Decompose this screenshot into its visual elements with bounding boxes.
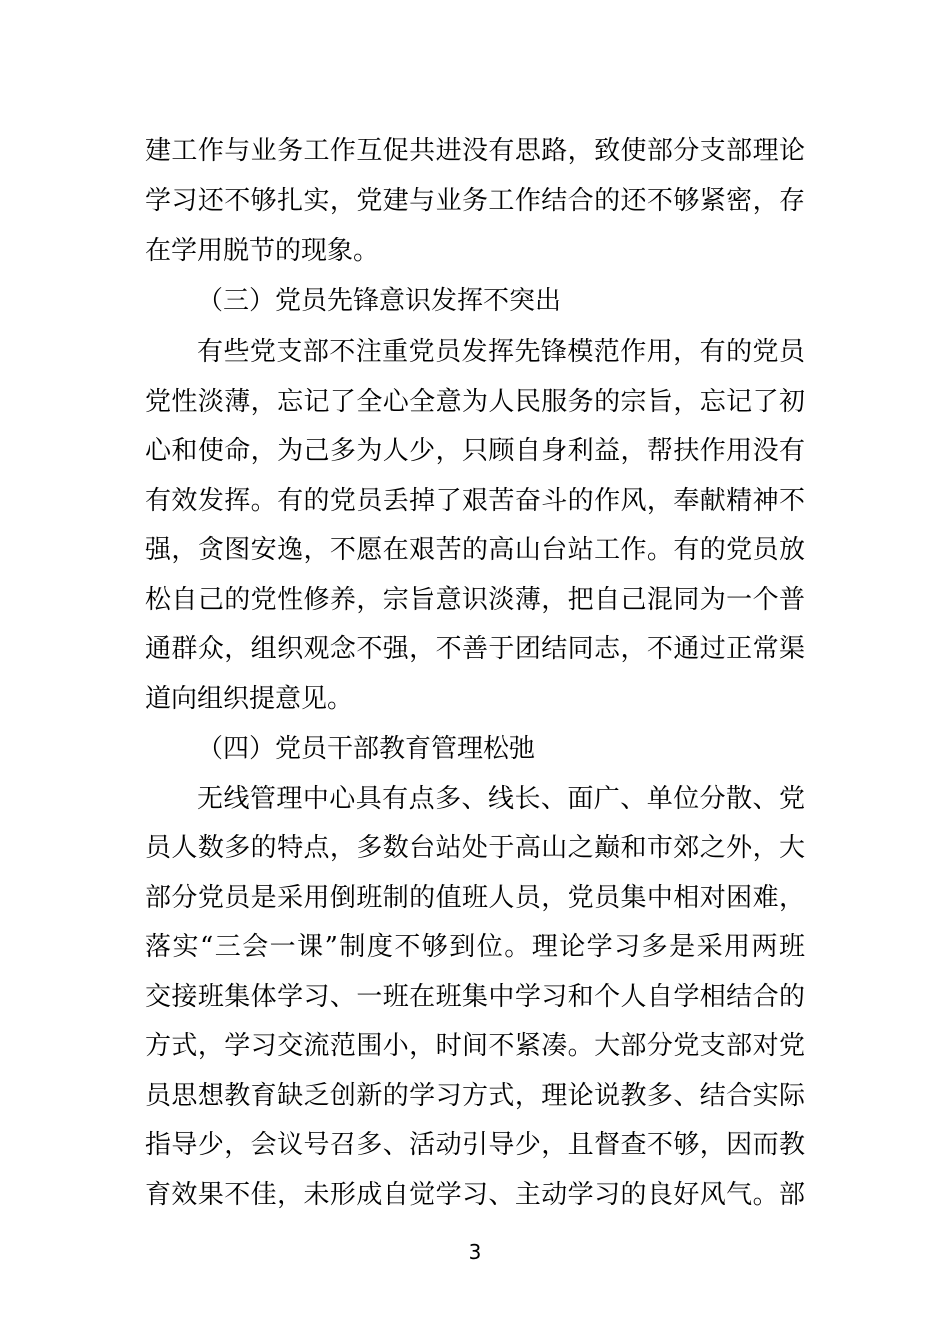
paragraph-line: 道向组织提意见。 <box>145 684 354 714</box>
section-heading-4: （四）党员干部教育管理松弛 <box>197 734 536 764</box>
section-heading-3: （三）党员先锋意识发挥不突出 <box>197 286 562 316</box>
paragraph-line: 员思想教育缺乏创新的学习方式，理论说教多、结合实际 <box>145 1081 805 1111</box>
paragraph-line: 学习还不够扎实，党建与业务工作结合的还不够紧密，存 <box>145 186 805 216</box>
paragraph-line: 有些党支部不注重党员发挥先锋模范作用，有的党员 <box>197 337 805 367</box>
paragraph-line: 建工作与业务工作互促共进没有思路，致使部分支部理论 <box>145 136 805 166</box>
paragraph-line: 有效发挥。有的党员丢掉了艰苦奋斗的作风，奉献精神不 <box>145 486 805 516</box>
paragraph-line: 党性淡薄，忘记了全心全意为人民服务的宗旨，忘记了初 <box>145 387 805 417</box>
paragraph-line: 心和使命，为己多为人少，只顾自身利益，帮扶作用没有 <box>145 436 805 466</box>
paragraph-line: 在学用脱节的现象。 <box>145 236 380 266</box>
paragraph-line: 指导少，会议号召多、活动引导少，且督查不够，因而教 <box>145 1130 805 1160</box>
paragraph-line: 员人数多的特点，多数台站处于高山之巅和市郊之外，大 <box>145 833 805 863</box>
paragraph-line: 通群众，组织观念不强，不善于团结同志，不通过正常渠 <box>145 634 805 664</box>
paragraph-line: 方式，学习交流范围小，时间不紧凑。大部分党支部对党 <box>145 1031 805 1061</box>
paragraph-line: 松自己的党性修养，宗旨意识淡薄，把自己混同为一个普 <box>145 585 805 615</box>
paragraph-line: 落实“三会一课”制度不够到位。理论学习多是采用两班 <box>145 932 805 962</box>
paragraph-line: 强，贪图安逸，不愿在艰苦的高山台站工作。有的党员放 <box>145 535 805 565</box>
paragraph-line: 无线管理中心具有点多、线长、面广、单位分散、党 <box>197 784 805 814</box>
paragraph-line: 育效果不佳，未形成自觉学习、主动学习的良好风气。部 <box>145 1180 805 1210</box>
page-number: 3 <box>468 1240 482 1264</box>
paragraph-line: 交接班集体学习、一班在班集中学习和个人自学相结合的 <box>145 982 805 1012</box>
paragraph-line: 部分党员是采用倒班制的值班人员，党员集中相对困难， <box>145 883 805 913</box>
